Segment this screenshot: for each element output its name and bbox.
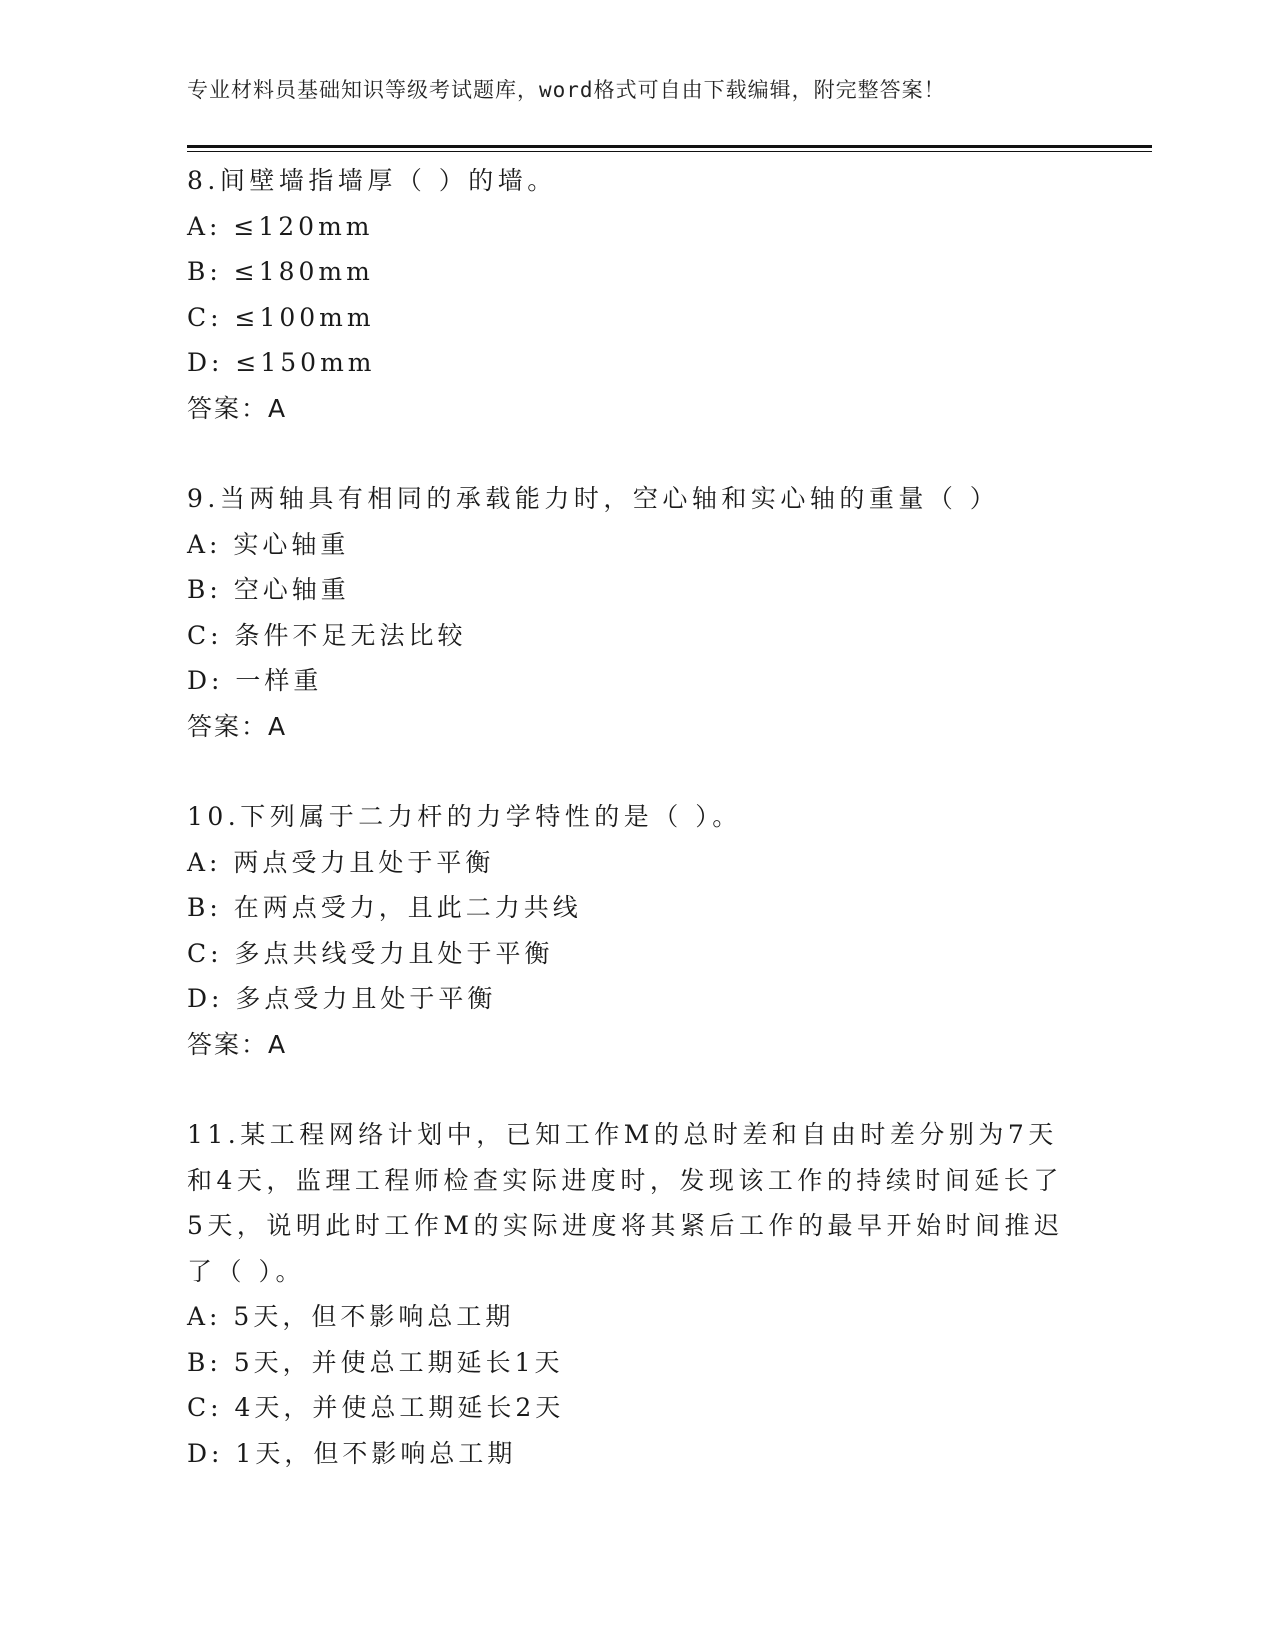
option-d: D: 一样重 xyxy=(187,666,323,695)
question-8 xyxy=(187,158,1087,431)
option-c: C: 条件不足无法比较 xyxy=(187,620,467,650)
header-rule-thin xyxy=(187,151,1152,152)
question-stem: 8.间壁墙指墙厚（ ）的墙。 xyxy=(187,166,557,195)
option-b: B: ≤180mm xyxy=(187,257,374,286)
option-d: D: 1天，但不影响总工期 xyxy=(187,1438,517,1468)
option-c: C: 多点共线受力且处于平衡 xyxy=(187,938,554,968)
option-a: A: 实心轴重 xyxy=(187,529,350,559)
question-stem: 10.下列属于二力杆的力学特性的是（ ）。 xyxy=(187,802,742,831)
question-9 xyxy=(187,476,1087,749)
option-c: C: ≤100mm xyxy=(187,302,375,332)
header-rule-thick xyxy=(187,145,1152,148)
option-b: B: 5天，并使总工期延长1天 xyxy=(187,1347,564,1377)
answer-line: 答案：A xyxy=(187,1029,288,1059)
question-list xyxy=(187,158,1087,1521)
option-a: A: 5天，但不影响总工期 xyxy=(187,1302,515,1331)
document-header: 专业材料员基础知识等级考试题库，word格式可自由下载编辑，附完整答案！ xyxy=(187,78,946,102)
question-stem: 9.当两轴具有相同的承载能力时，空心轴和实心轴的重量（ ） xyxy=(187,484,1000,513)
option-c: C: 4天，并使总工期延长2天 xyxy=(187,1393,565,1422)
option-d: D: 多点受力且处于平衡 xyxy=(187,984,497,1013)
question-10 xyxy=(187,794,1087,1067)
question-stem: 11.某工程网络计划中，已知工作M的总时差和自由时差分别为7天和4天，监理工程师检查实际进度时，发现该工作的持续时间延长了5天，说明此时工作M的实际进度将其紧后工作的最早开始时间推迟了（ ）。 xyxy=(187,1120,1064,1286)
answer-line: 答案：A xyxy=(187,711,288,741)
option-b: B: 在两点受力，且此二力共线 xyxy=(187,893,582,922)
question-11 xyxy=(187,1112,1087,1476)
option-a: A: 两点受力且处于平衡 xyxy=(187,847,495,877)
option-b: B: 空心轴重 xyxy=(187,575,350,604)
option-d: D: ≤150mm xyxy=(187,348,376,377)
answer-line: 答案：A xyxy=(187,393,288,423)
option-a: A: ≤120mm xyxy=(187,211,374,241)
